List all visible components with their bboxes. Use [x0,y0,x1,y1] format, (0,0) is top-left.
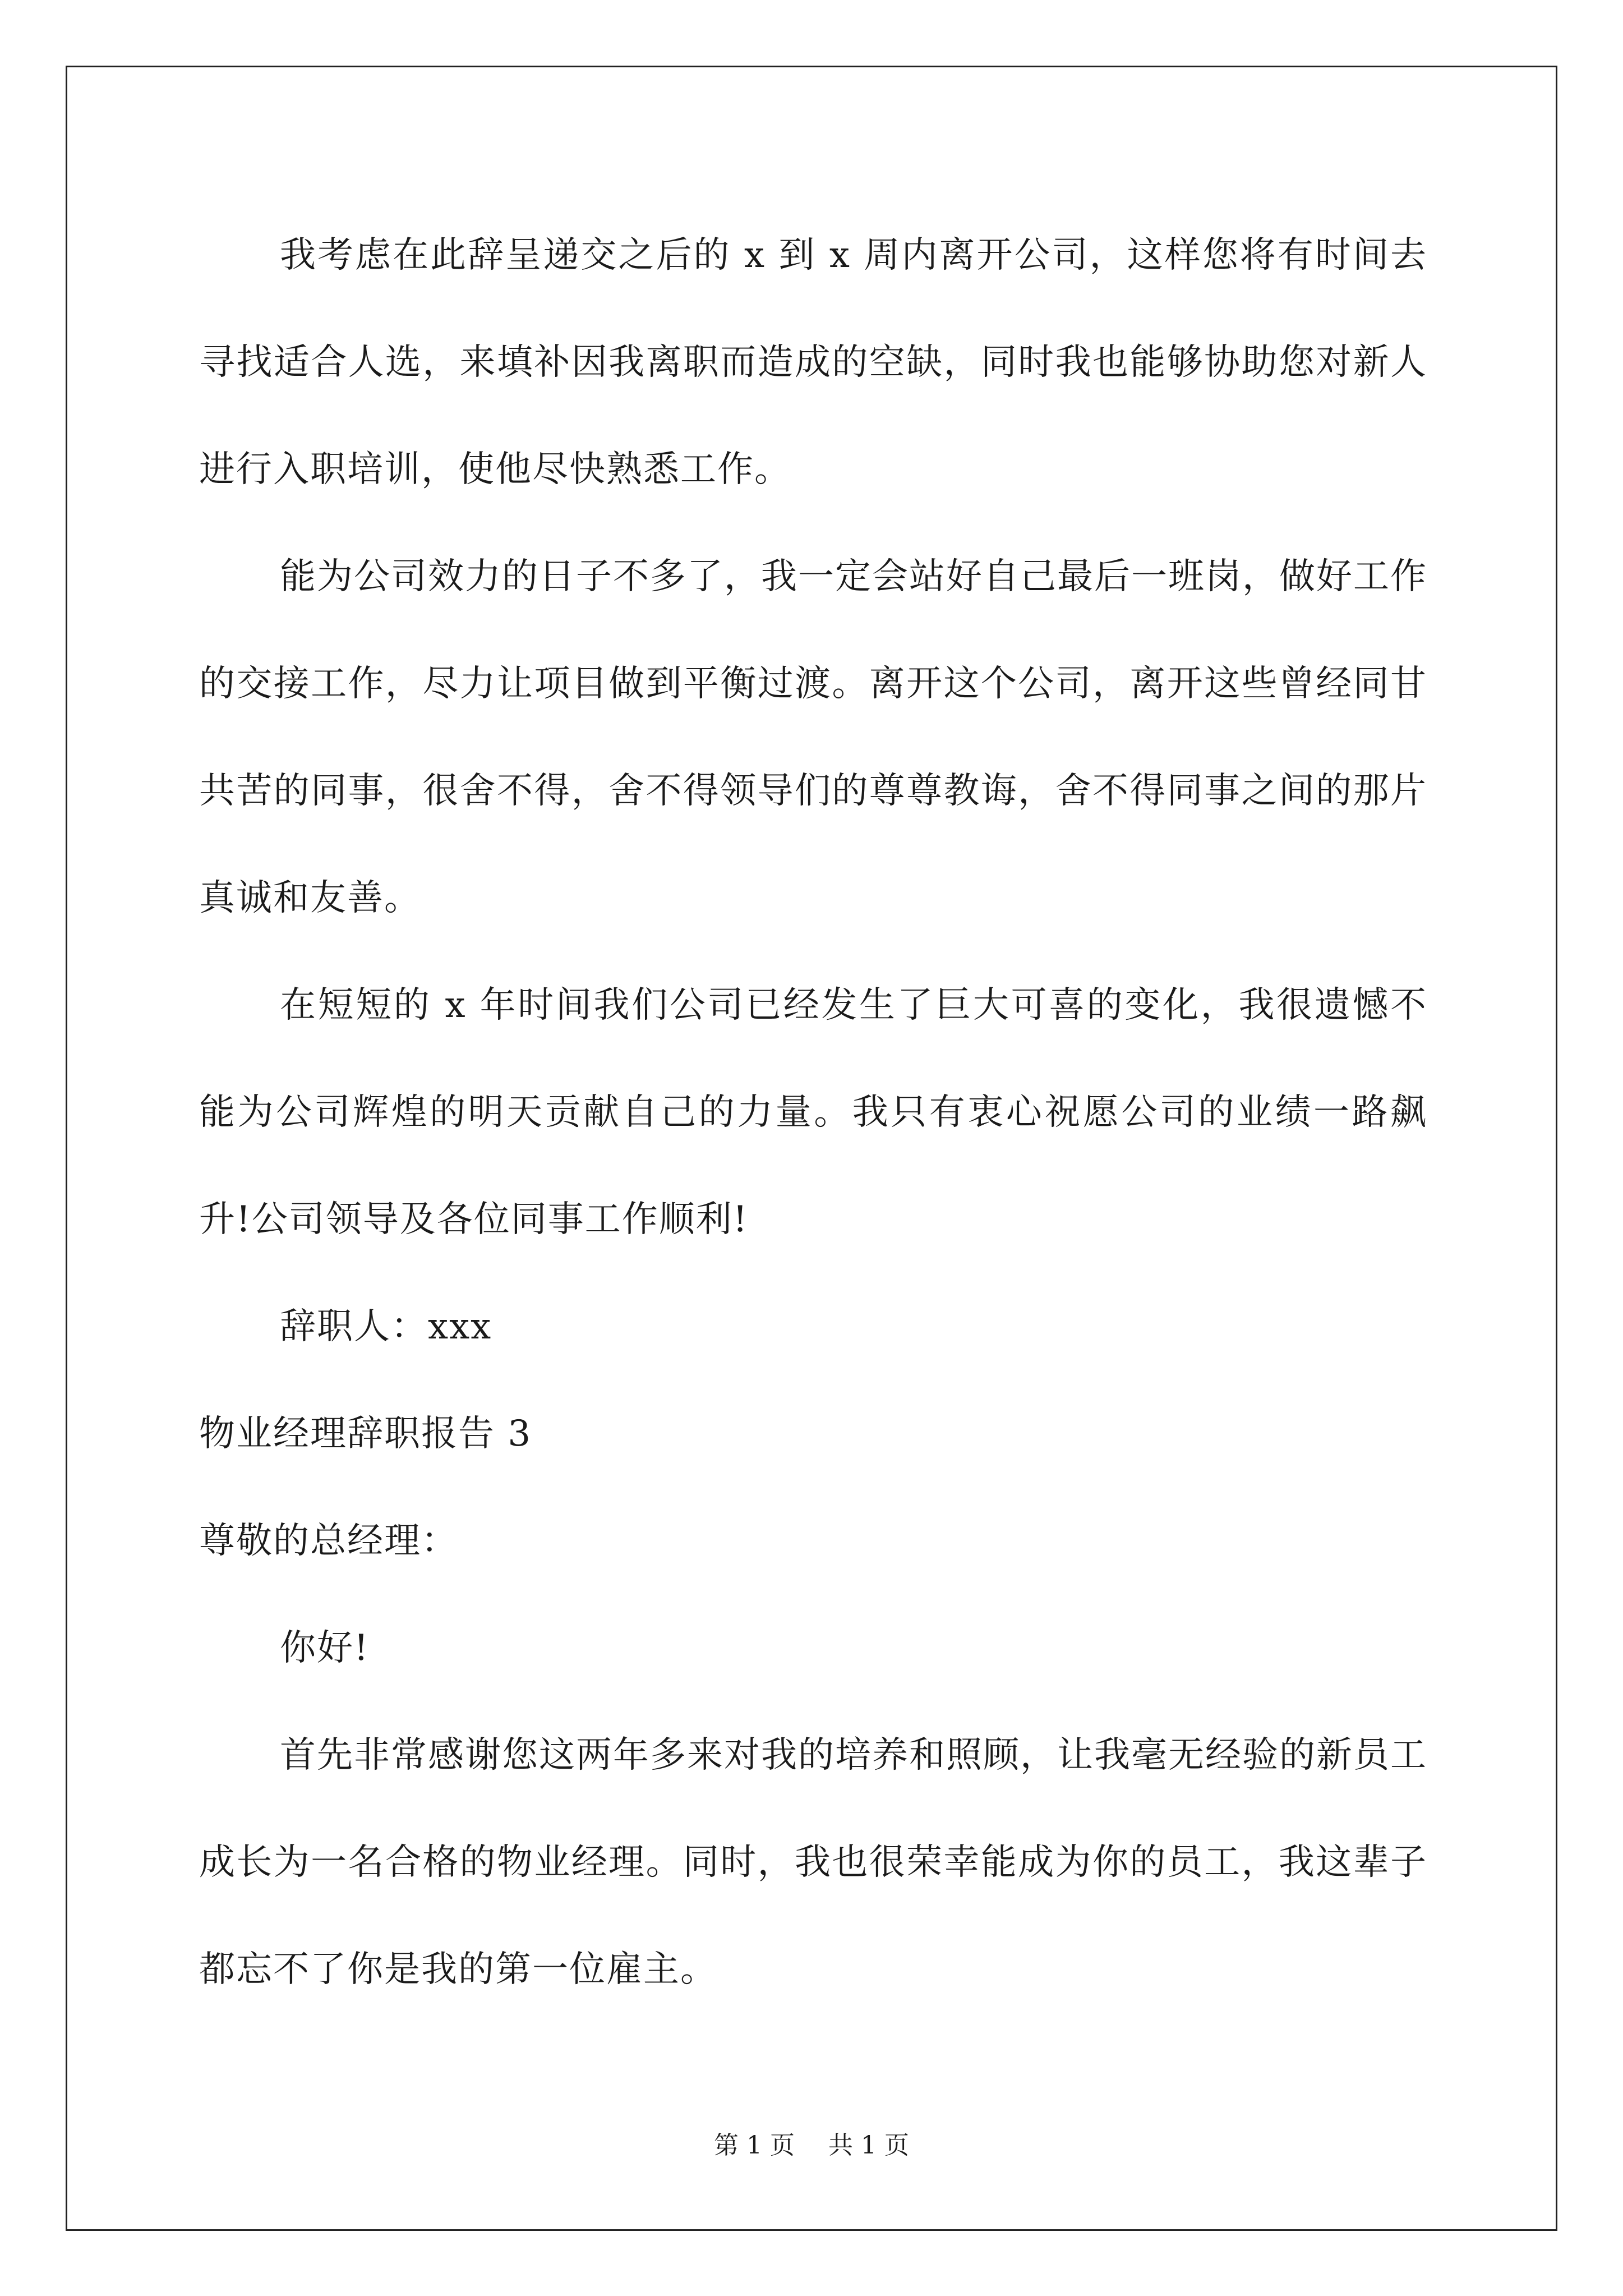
paragraph-notice-period: 我考虑在此辞呈递交之后的 x 到 x 周内离开公司，这样您将有时间去寻找适合人选，来填补因我离职而造成的空缺，同时我也能够协助您对新人进行入职培训，使他尽快熟悉工作。 [199,234,1427,490]
paragraph-thanks: 首先非常感谢您这两年多来对我的培养和照顾，让我毫无经验的新员工成长为一名合格的物业经理。同时，我也很荣幸能成为你的员工，我这辈子都忘不了你是我的第一位雇主。 [199,1734,1427,1990]
page-total: 共 1 页 [828,2131,909,2160]
signature-line: 辞职人：xxx [280,1306,492,1347]
salutation: 尊敬的总经理： [199,1520,458,1562]
section-heading: 物业经理辞职报告 3 [199,1413,532,1455]
greeting: 你好! [280,1627,370,1669]
document-body [199,202,1427,2023]
paragraph-wishes: 在短短的 x 年时间我们公司已经发生了巨大可喜的变化，我很遗憾不能为公司辉煌的明天贡献自己的力量。我只有衷心祝愿公司的业绩一路飙升!公司领导及各位同事工作顺利! [199,984,1427,1240]
page-number: 第 1 页 [714,2131,795,2160]
paragraph-farewell: 能为公司效力的日子不多了，我一定会站好自己最后一班岗，做好工作的交接工作，尽力让项目做到平衡过渡。离开这个公司，离开这些曾经同甘共苦的同事，很舍不得，舍不得领导们的尊尊教诲，舍不得同事之间的那片真诚和友善。 [199,556,1427,919]
page-footer [0,2129,1623,2162]
